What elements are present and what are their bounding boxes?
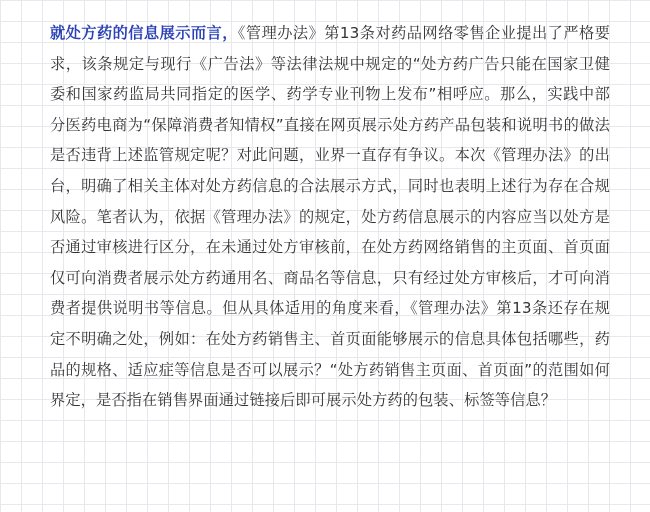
article-paragraph <box>50 18 610 416</box>
paragraph-text: 《管理办法》第13条对药品网络零售企业提出了严格要求，该条规定与现行《广告法》等法律法规中规定的“处方药广告只能在国家卫健委和国家药监局共同指定的医学、药学专业刊物上发布”相呼应。那么，实践中部分医药电商为“保障消费者知情权”直接在网页展示处方药产品包装和说明书的做法是否违背上述监管规定呢？对此问题，业界一直存有争议。本次《管理办法》的出台，明确了相关主体对处方药信息的合法展示方式，同时也表明上述行为存在合规风险。笔者认为，依据《管理办法》的规定，处方药信息展示的内容应当以处方是否通过审核进行区分，在未通过处方审核前，在处方药网络销售的主页面、首页面仅可向消费者展示处方药通用名、商品名等信息，只有经过处方审核后，才可向消费者提供说明书等信息。但从具体适用的角度来看，《管理办法》第13条还存在规定不明确之处，例如：在处方药销售主、首页面能够展示的信息具体包括哪些，药品的规格、适应症等信息是否可以展示？“处方药销售主页面、首页面”的范围如何界定，是否指在销售界面通过链接后即可展示处方药的包装、标签等信息？ <box>50 24 610 410</box>
lead-phrase: 就处方药的信息展示而言， <box>50 24 238 42</box>
